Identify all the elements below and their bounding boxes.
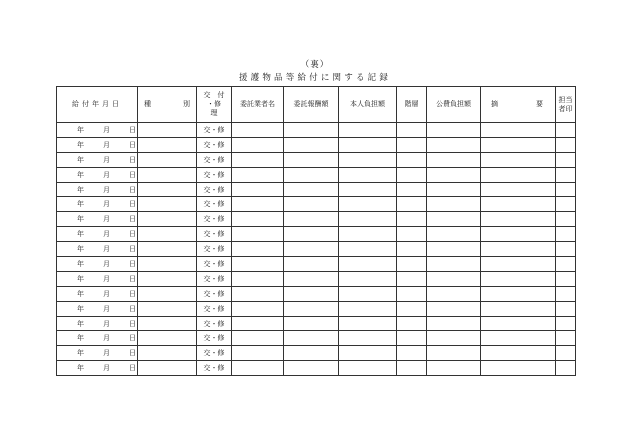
col-kind-header [138, 87, 197, 123]
kind-cell[interactable] [138, 271, 197, 286]
month-label: 月 [103, 185, 110, 194]
year-label: 年 [77, 364, 84, 373]
fee-cell[interactable] [284, 286, 339, 301]
year-label: 年 [77, 319, 84, 328]
date-cell[interactable] [57, 227, 138, 242]
summary-cell[interactable] [481, 212, 556, 227]
col-summary-label-a: 摘 [491, 100, 498, 108]
public-cell[interactable] [427, 152, 481, 167]
table-row [57, 197, 576, 212]
month-label: 月 [103, 245, 110, 254]
kind-cell[interactable] [138, 137, 197, 152]
stamp-cell[interactable] [556, 182, 576, 197]
fee-cell[interactable] [284, 137, 339, 152]
day-label: 日 [129, 155, 136, 164]
fee-cell[interactable] [284, 167, 339, 182]
table-row [57, 167, 576, 182]
date-cell[interactable] [57, 316, 138, 331]
level-cell[interactable] [397, 271, 427, 286]
year-label: 年 [77, 289, 84, 298]
public-cell[interactable] [427, 361, 481, 376]
month-label: 月 [103, 364, 110, 373]
summary-cell[interactable] [481, 242, 556, 257]
day-label: 日 [129, 334, 136, 343]
type-cell[interactable]: 交・修 [197, 137, 232, 152]
year-label: 年 [77, 185, 84, 194]
stamp-cell[interactable] [556, 197, 576, 212]
fee-cell[interactable] [284, 227, 339, 242]
summary-cell[interactable] [481, 227, 556, 242]
year-label: 年 [77, 274, 84, 283]
day-label: 日 [129, 259, 136, 268]
day-label: 日 [129, 289, 136, 298]
col-self-header: 本人負担額 [339, 87, 397, 123]
table-row [57, 123, 576, 138]
type-cell[interactable]: 交・修 [197, 301, 232, 316]
fee-cell[interactable] [284, 123, 339, 138]
self-cell[interactable] [339, 227, 397, 242]
contractor-cell[interactable] [232, 137, 284, 152]
self-cell[interactable] [339, 286, 397, 301]
year-label: 年 [77, 140, 84, 149]
day-label: 日 [129, 185, 136, 194]
table-row [57, 301, 576, 316]
level-cell[interactable] [397, 197, 427, 212]
day-label: 日 [129, 319, 136, 328]
type-cell[interactable]: 交・修 [197, 182, 232, 197]
type-cell[interactable]: 交・修 [197, 227, 232, 242]
level-cell[interactable] [397, 242, 427, 257]
col-type-header [197, 87, 232, 123]
stamp-cell[interactable] [556, 137, 576, 152]
contractor-cell[interactable] [232, 331, 284, 346]
stamp-cell[interactable] [556, 346, 576, 361]
kind-cell[interactable] [138, 331, 197, 346]
fee-cell[interactable] [284, 301, 339, 316]
date-cell[interactable] [57, 257, 138, 272]
kind-cell[interactable] [138, 286, 197, 301]
fee-cell[interactable] [284, 316, 339, 331]
type-cell[interactable]: 交・修 [197, 271, 232, 286]
kind-cell[interactable] [138, 242, 197, 257]
table-row [57, 346, 576, 361]
contractor-cell[interactable] [232, 301, 284, 316]
col-summary-header [481, 87, 556, 123]
day-label: 日 [129, 245, 136, 254]
year-label: 年 [77, 170, 84, 179]
public-cell[interactable] [427, 257, 481, 272]
type-cell[interactable]: 交・修 [197, 361, 232, 376]
table-row [57, 286, 576, 301]
year-label: 年 [77, 245, 84, 254]
summary-cell[interactable] [481, 152, 556, 167]
col-type-line-3: 理 [210, 109, 218, 117]
month-label: 月 [103, 170, 110, 179]
stamp-cell[interactable] [556, 227, 576, 242]
level-cell[interactable] [397, 361, 427, 376]
self-cell[interactable] [339, 152, 397, 167]
col-summary-label-b: 要 [536, 100, 543, 108]
year-label: 年 [77, 215, 84, 224]
kind-cell[interactable] [138, 257, 197, 272]
summary-cell[interactable] [481, 286, 556, 301]
col-type-line-2: ・修 [207, 100, 221, 108]
type-cell[interactable]: 交・修 [197, 316, 232, 331]
stamp-cell[interactable] [556, 212, 576, 227]
public-cell[interactable] [427, 167, 481, 182]
summary-cell[interactable] [481, 257, 556, 272]
contractor-cell[interactable] [232, 197, 284, 212]
date-cell[interactable] [57, 242, 138, 257]
type-cell[interactable]: 交・修 [197, 152, 232, 167]
summary-cell[interactable] [481, 123, 556, 138]
date-cell[interactable] [57, 123, 138, 138]
col-public-header: 公費負担額 [427, 87, 481, 123]
summary-cell[interactable] [481, 167, 556, 182]
header-row [57, 87, 576, 123]
level-cell[interactable] [397, 346, 427, 361]
col-fee-header: 委託報酬額 [284, 87, 339, 123]
summary-cell[interactable] [481, 346, 556, 361]
self-cell[interactable] [339, 271, 397, 286]
kind-cell[interactable] [138, 212, 197, 227]
date-cell[interactable] [57, 197, 138, 212]
stamp-cell[interactable] [556, 123, 576, 138]
stamp-cell[interactable] [556, 257, 576, 272]
day-label: 日 [129, 200, 136, 209]
fee-cell[interactable] [284, 182, 339, 197]
contractor-cell[interactable] [232, 227, 284, 242]
kind-cell[interactable] [138, 123, 197, 138]
type-cell[interactable]: 交・修 [197, 331, 232, 346]
year-label: 年 [77, 259, 84, 268]
col-contractor-header: 委託業者名 [232, 87, 284, 123]
day-label: 日 [129, 230, 136, 239]
contractor-cell[interactable] [232, 346, 284, 361]
summary-cell[interactable] [481, 197, 556, 212]
kind-cell[interactable] [138, 167, 197, 182]
self-cell[interactable] [339, 257, 397, 272]
public-cell[interactable] [427, 123, 481, 138]
month-label: 月 [103, 304, 110, 313]
level-cell[interactable] [397, 152, 427, 167]
contractor-cell[interactable] [232, 182, 284, 197]
year-label: 年 [77, 349, 84, 358]
table-row [57, 331, 576, 346]
public-cell[interactable] [427, 137, 481, 152]
year-label: 年 [77, 155, 84, 164]
summary-cell[interactable] [481, 316, 556, 331]
kind-cell[interactable] [138, 301, 197, 316]
day-label: 日 [129, 349, 136, 358]
col-kind-label-b: 別 [183, 100, 190, 108]
table-row [57, 361, 576, 376]
contractor-cell[interactable] [232, 152, 284, 167]
level-cell[interactable] [397, 182, 427, 197]
type-cell[interactable]: 交・修 [197, 286, 232, 301]
public-cell[interactable] [427, 212, 481, 227]
col-type-line-1: 交 付 [203, 91, 225, 99]
self-cell[interactable] [339, 331, 397, 346]
type-cell[interactable]: 交・修 [197, 212, 232, 227]
fee-cell[interactable] [284, 271, 339, 286]
contractor-cell[interactable] [232, 316, 284, 331]
day-label: 日 [129, 140, 136, 149]
stamp-cell[interactable] [556, 361, 576, 376]
table-row [57, 227, 576, 242]
table-row [57, 182, 576, 197]
level-cell[interactable] [397, 257, 427, 272]
self-cell[interactable] [339, 123, 397, 138]
level-cell[interactable] [397, 286, 427, 301]
day-label: 日 [129, 304, 136, 313]
year-label: 年 [77, 200, 84, 209]
table-row [57, 212, 576, 227]
contractor-cell[interactable] [232, 271, 284, 286]
col-kind-label-a: 種 [144, 100, 151, 108]
type-cell[interactable]: 交・修 [197, 346, 232, 361]
col-stamp-line-1: 担当 [558, 95, 573, 104]
year-label: 年 [77, 125, 84, 134]
summary-cell[interactable] [481, 271, 556, 286]
public-cell[interactable] [427, 316, 481, 331]
date-cell[interactable] [57, 301, 138, 316]
fee-cell[interactable] [284, 331, 339, 346]
col-stamp-header [556, 87, 576, 123]
self-cell[interactable] [339, 316, 397, 331]
summary-cell[interactable] [481, 182, 556, 197]
self-cell[interactable] [339, 242, 397, 257]
kind-cell[interactable] [138, 182, 197, 197]
col-stamp-line-2: 者印 [558, 104, 573, 113]
stamp-cell[interactable] [556, 316, 576, 331]
summary-cell[interactable] [481, 137, 556, 152]
public-cell[interactable] [427, 227, 481, 242]
fee-cell[interactable] [284, 212, 339, 227]
kind-cell[interactable] [138, 316, 197, 331]
record-rows [57, 123, 576, 376]
page-title: 援護物品等給付に関する記録 [238, 73, 392, 83]
fee-cell[interactable] [284, 361, 339, 376]
month-label: 月 [103, 155, 110, 164]
self-cell[interactable] [339, 361, 397, 376]
level-cell[interactable] [397, 167, 427, 182]
type-cell[interactable]: 交・修 [197, 257, 232, 272]
table-row [57, 257, 576, 272]
table-row [57, 316, 576, 331]
date-cell[interactable] [57, 152, 138, 167]
type-cell[interactable]: 交・修 [197, 242, 232, 257]
summary-cell[interactable] [481, 331, 556, 346]
self-cell[interactable] [339, 197, 397, 212]
stamp-cell[interactable] [556, 152, 576, 167]
self-cell[interactable] [339, 212, 397, 227]
contractor-cell[interactable] [232, 212, 284, 227]
month-label: 月 [103, 349, 110, 358]
public-cell[interactable] [427, 301, 481, 316]
year-label: 年 [77, 334, 84, 343]
month-label: 月 [103, 125, 110, 134]
stamp-cell[interactable] [556, 331, 576, 346]
fee-cell[interactable] [284, 242, 339, 257]
contractor-cell[interactable] [232, 361, 284, 376]
day-label: 日 [129, 170, 136, 179]
stamp-cell[interactable] [556, 301, 576, 316]
type-cell[interactable]: 交・修 [197, 197, 232, 212]
summary-cell[interactable] [481, 301, 556, 316]
fee-cell[interactable] [284, 257, 339, 272]
public-cell[interactable] [427, 331, 481, 346]
month-label: 月 [103, 230, 110, 239]
public-cell[interactable] [427, 197, 481, 212]
level-cell[interactable] [397, 123, 427, 138]
type-cell[interactable]: 交・修 [197, 167, 232, 182]
record-table [56, 86, 576, 376]
year-label: 年 [77, 230, 84, 239]
month-label: 月 [103, 319, 110, 328]
stamp-cell[interactable] [556, 271, 576, 286]
month-label: 月 [103, 200, 110, 209]
table-row [57, 242, 576, 257]
page-subtitle: （裏） [300, 60, 330, 70]
table-row [57, 137, 576, 152]
date-cell[interactable] [57, 271, 138, 286]
contractor-cell[interactable] [232, 242, 284, 257]
kind-cell[interactable] [138, 346, 197, 361]
public-cell[interactable] [427, 271, 481, 286]
table-row [57, 152, 576, 167]
level-cell[interactable] [397, 316, 427, 331]
self-cell[interactable] [339, 346, 397, 361]
fee-cell[interactable] [284, 346, 339, 361]
month-label: 月 [103, 334, 110, 343]
month-label: 月 [103, 259, 110, 268]
date-cell[interactable] [57, 137, 138, 152]
public-cell[interactable] [427, 242, 481, 257]
table-row [57, 271, 576, 286]
kind-cell[interactable] [138, 152, 197, 167]
day-label: 日 [129, 125, 136, 134]
kind-cell[interactable] [138, 227, 197, 242]
stamp-cell[interactable] [556, 242, 576, 257]
month-label: 月 [103, 140, 110, 149]
date-cell[interactable] [57, 212, 138, 227]
level-cell[interactable] [397, 137, 427, 152]
date-cell[interactable] [57, 331, 138, 346]
kind-cell[interactable] [138, 361, 197, 376]
day-label: 日 [129, 215, 136, 224]
self-cell[interactable] [339, 301, 397, 316]
self-cell[interactable] [339, 137, 397, 152]
public-cell[interactable] [427, 286, 481, 301]
col-level-header: 階層 [397, 87, 427, 123]
public-cell[interactable] [427, 182, 481, 197]
kind-cell[interactable] [138, 197, 197, 212]
day-label: 日 [129, 364, 136, 373]
level-cell[interactable] [397, 301, 427, 316]
month-label: 月 [103, 215, 110, 224]
level-cell[interactable] [397, 212, 427, 227]
self-cell[interactable] [339, 167, 397, 182]
public-cell[interactable] [427, 346, 481, 361]
type-cell[interactable]: 交・修 [197, 123, 232, 138]
col-date-header: 給付年月日 [57, 87, 138, 123]
month-label: 月 [103, 289, 110, 298]
day-label: 日 [129, 274, 136, 283]
date-cell[interactable] [57, 167, 138, 182]
date-cell[interactable] [57, 286, 138, 301]
fee-cell[interactable] [284, 152, 339, 167]
level-cell[interactable] [397, 227, 427, 242]
date-cell[interactable] [57, 346, 138, 361]
date-cell[interactable] [57, 182, 138, 197]
date-cell[interactable] [57, 361, 138, 376]
fee-cell[interactable] [284, 197, 339, 212]
level-cell[interactable] [397, 331, 427, 346]
contractor-cell[interactable] [232, 257, 284, 272]
year-label: 年 [77, 304, 84, 313]
contractor-cell[interactable] [232, 286, 284, 301]
contractor-cell[interactable] [232, 123, 284, 138]
contractor-cell[interactable] [232, 167, 284, 182]
month-label: 月 [103, 274, 110, 283]
stamp-cell[interactable] [556, 286, 576, 301]
summary-cell[interactable] [481, 361, 556, 376]
stamp-cell[interactable] [556, 167, 576, 182]
self-cell[interactable] [339, 182, 397, 197]
